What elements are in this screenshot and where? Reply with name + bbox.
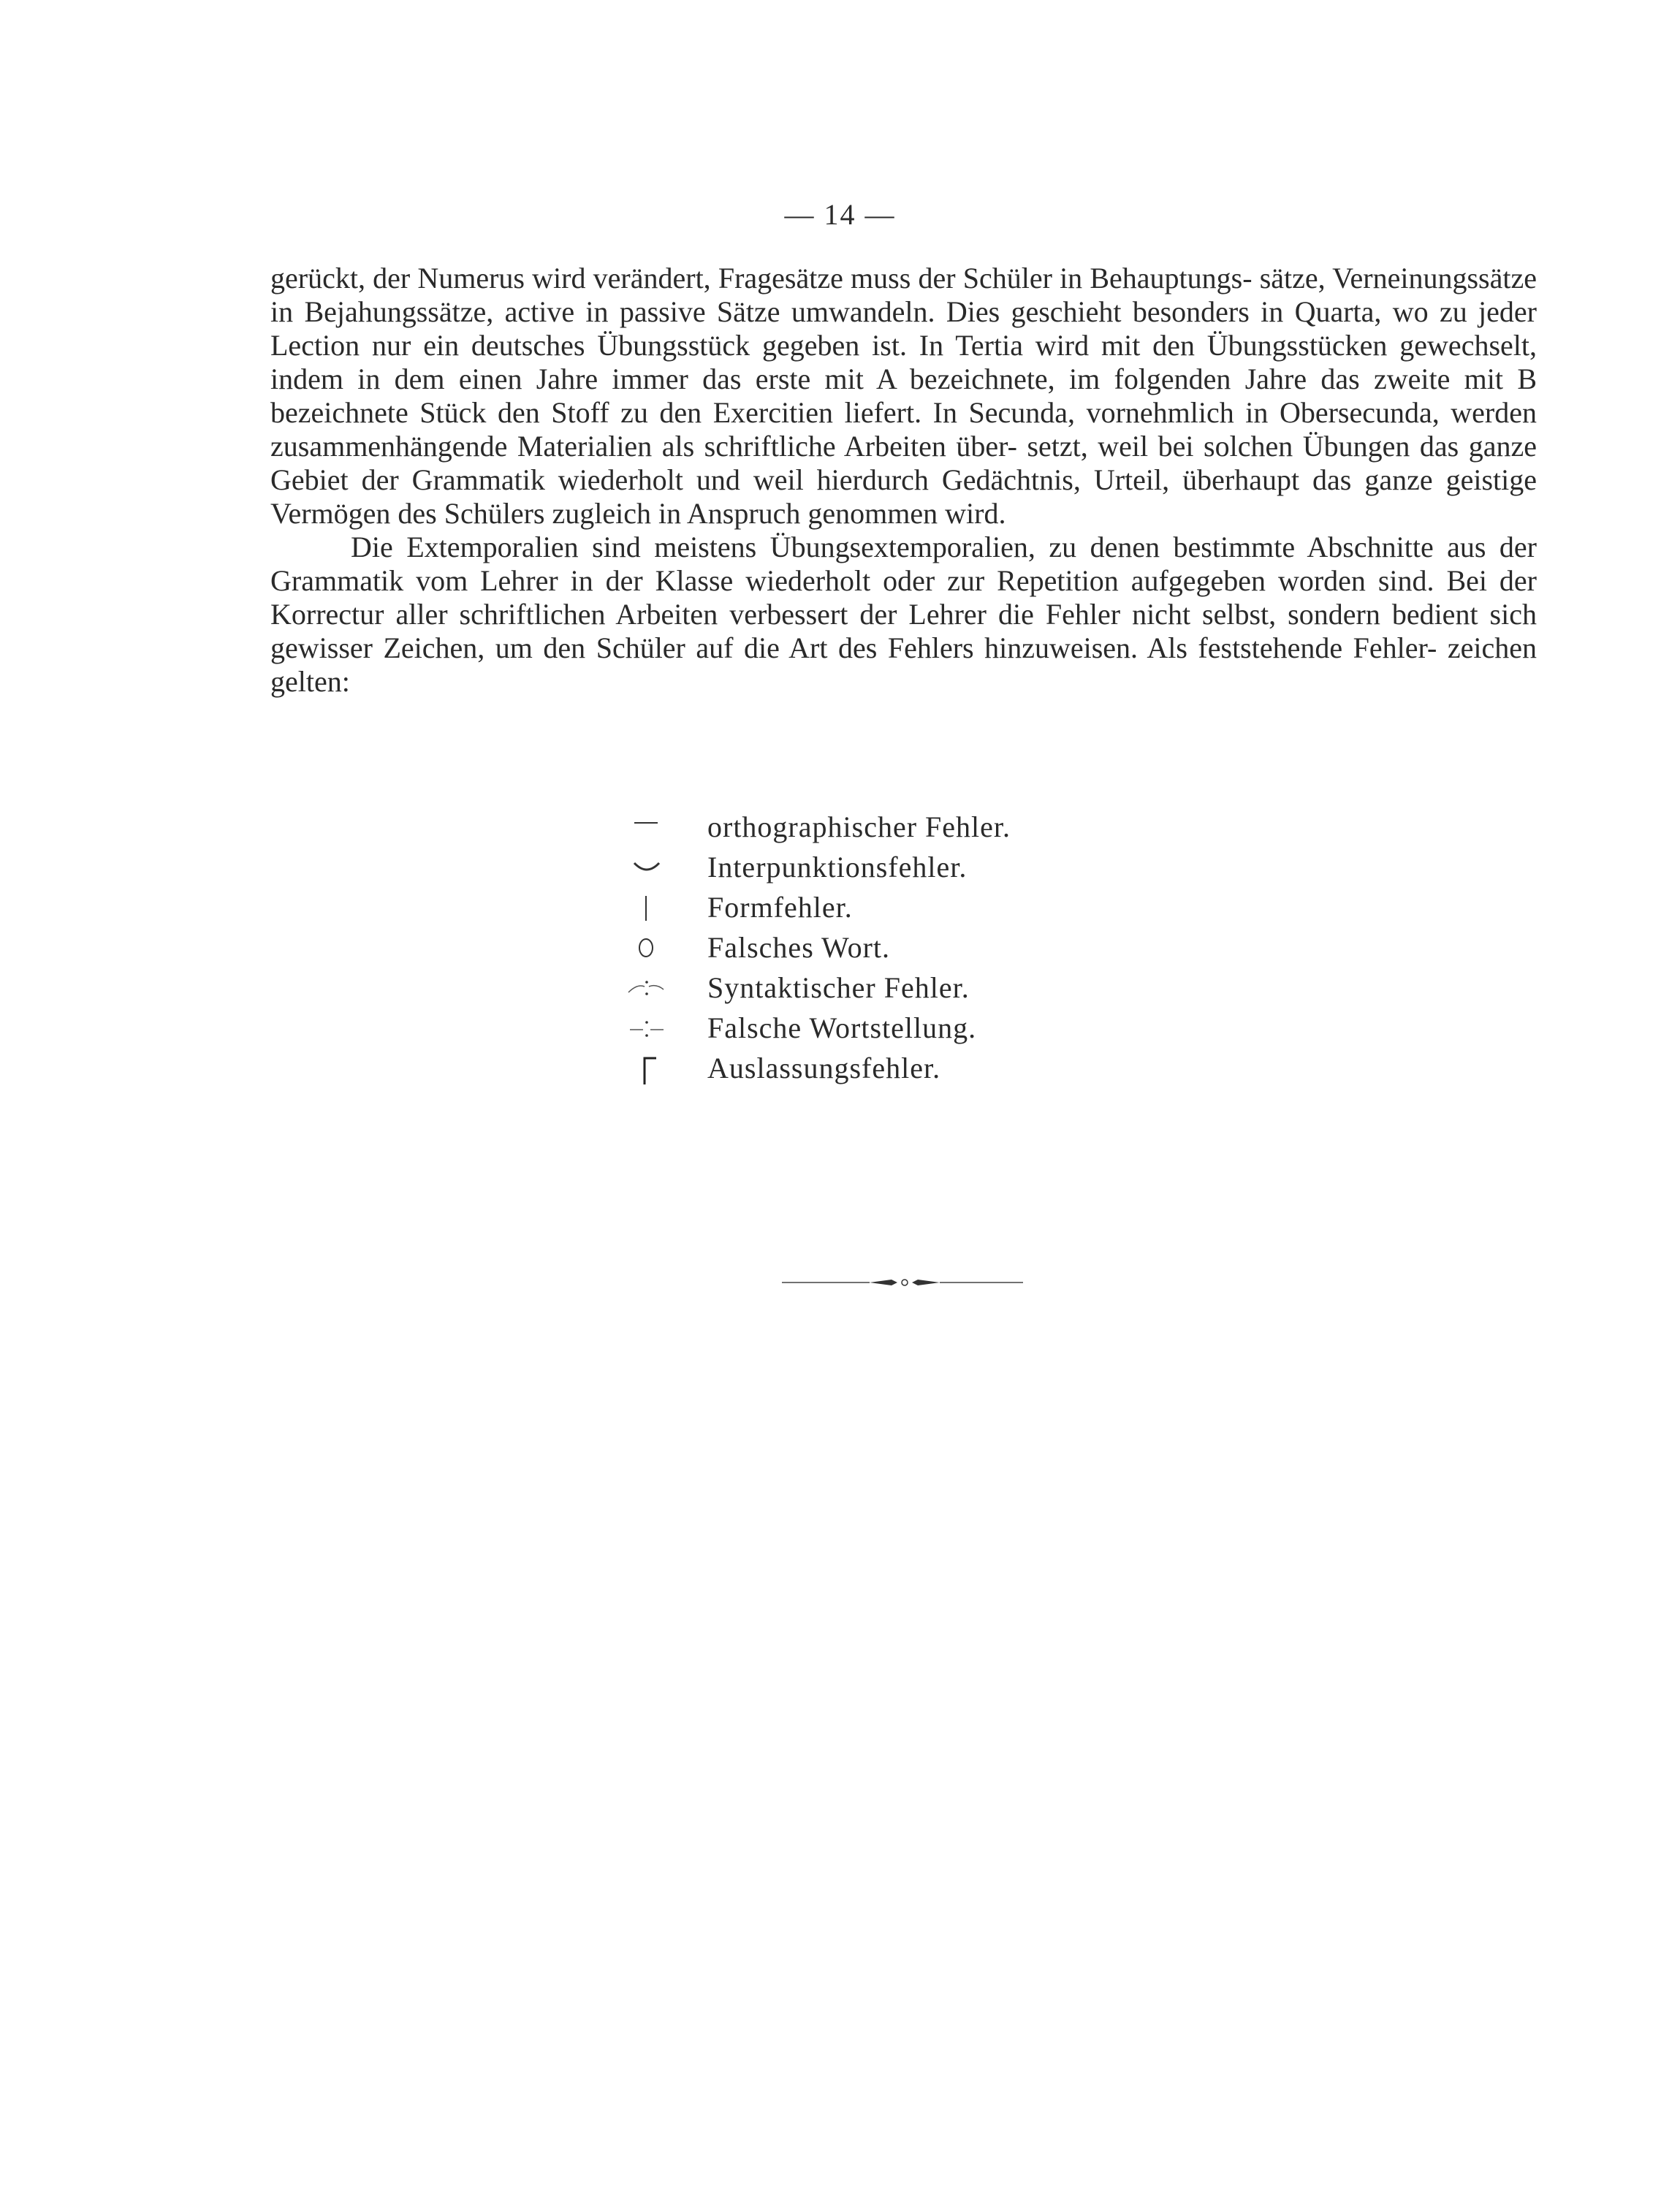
circle-mark-icon (607, 927, 694, 968)
legend-row-syntax (607, 968, 1264, 1008)
legend-label: Auslassungsfehler. (707, 1052, 941, 1084)
error-mark-legend (607, 807, 1264, 1088)
colon-curve-mark-icon (607, 968, 694, 1008)
ornamental-divider (782, 1272, 1030, 1297)
legend-row-word-order (607, 1008, 1264, 1048)
legend-row-form (607, 887, 1264, 927)
legend-row-wrong-word (607, 927, 1264, 968)
corner-mark-icon (607, 1048, 694, 1088)
legend-label: Interpunktionsfehler. (707, 851, 968, 884)
legend-row-orthographic (607, 807, 1264, 847)
legend-label: Formfehler. (707, 891, 853, 924)
legend-row-omission (607, 1048, 1264, 1088)
legend-label: Falsches Wort. (707, 931, 891, 964)
colon-line-mark-icon (607, 1008, 694, 1048)
page-number: — 14 — (784, 198, 896, 231)
legend-row-punctuation (607, 847, 1264, 887)
vertical-bar-mark-icon (607, 887, 694, 927)
body-text (270, 262, 1537, 699)
legend-label: Syntaktischer Fehler. (707, 971, 970, 1004)
curve-mark-icon (607, 847, 694, 887)
legend-label: orthographischer Fehler. (707, 810, 1011, 843)
paragraph-1: gerückt, der Numerus wird verändert, Fragesätze muss der Schüler in Behauptungs- sätze, Verneinungssätze in Bejahungssätze, active in passive Sätze umwandeln. Dies geschieht besonders in Quarta, wo zu jeder Lection nur ein deutsches Übungsstück gegeben ist. In Tertia wird mit den Übungsstücken gewechselt, indem in dem einen Jahre immer das erste mit A bezeichnete, im folgenden Jahre das zweite mit B bezeichnete Stück den Stoff zu den Exercitien liefert. In Secunda, vornehmlich in Obersecunda, werden zusammenhängende Materialien als schriftliche Arbeiten über- setzt, weil bei solchen Übungen das ganze Gebiet der Grammatik wiederholt und weil hierdurch Gedächtnis, Urteil, überhaupt das ganze geistige Vermögen des Schülers zugleich in Anspruch genommen wird. (270, 262, 1537, 530)
dash-mark-icon (607, 807, 694, 847)
legend-label: Falsche Wortstellung. (707, 1011, 977, 1044)
paragraph-2: Die Extemporalien sind meistens Übungsextemporalien, zu denen bestimmte Abschnitte aus der Grammatik vom Lehrer in der Klasse wiederholt oder zur Repetition aufgegeben worden sind. Bei der Korrectur aller schriftlichen Arbeiten verbessert der Lehrer die Fehler nicht selbst, sondern bedient sich gewisser Zeichen, um den Schüler auf die Art des Fehlers hinzuweisen. Als feststehende Fehler- zeichen gelten: (270, 531, 1537, 698)
